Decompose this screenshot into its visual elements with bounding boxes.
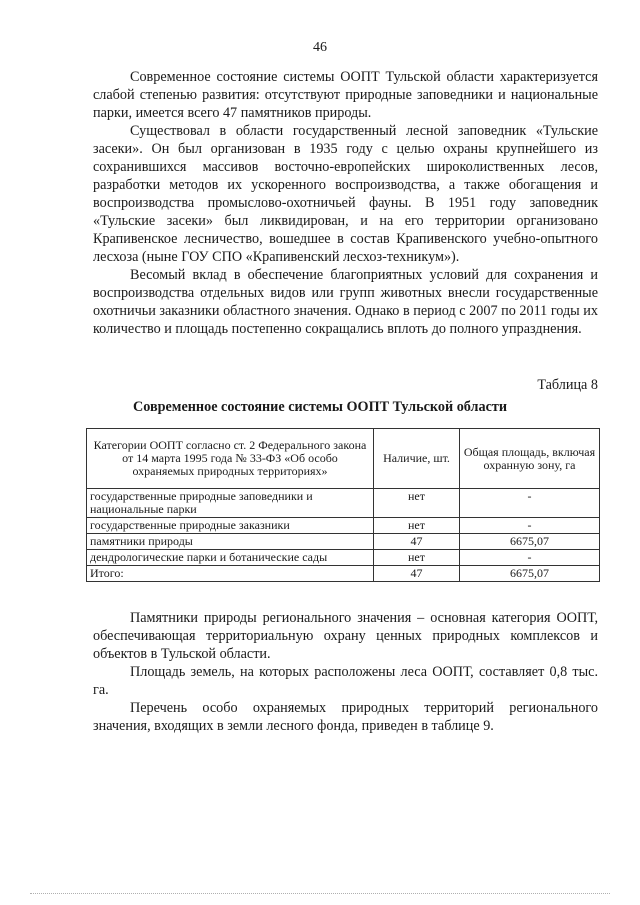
cell-count: 47 (374, 566, 460, 582)
paragraph: Весомый вклад в обеспечение благоприятных условий для сохранения и воспроизводства отдельных видов или групп животных внесли государственные охотничьи заказники областного значения. Однако в период с 2007 по 2011 годы их количество и площадь постепенно сокращались вплоть до полного упразднения. (93, 267, 598, 337)
cell-count: нет (374, 489, 460, 518)
cell-area: - (460, 518, 600, 534)
cell-area: 6675,07 (460, 566, 600, 582)
header-count: Наличие, шт. (374, 429, 460, 489)
table-row (87, 518, 600, 534)
cell-area: - (460, 550, 600, 566)
table-total-row (87, 566, 600, 582)
table-row (87, 534, 600, 550)
paragraph: Современное состояние системы ООПТ Тульской области характеризуется слабой степенью развития: отсутствуют природные заповедники и национальные парки, имеется всего 47 памятников природы. (93, 69, 598, 121)
text-block-bottom (93, 609, 598, 735)
page-number: 46 (313, 40, 327, 55)
cell-area: 6675,07 (460, 534, 600, 550)
cell-count: нет (374, 518, 460, 534)
cell-area: - (460, 489, 600, 518)
table-row (87, 489, 600, 518)
paragraph: Памятники природы регионального значения – основная категория ООПТ, обеспечивающая территориальную охрану ценных природных комплексов и объектов в Тульской области. (93, 610, 598, 662)
cell-category: государственные природные заповедники и национальные парки (87, 489, 374, 518)
header-area: Общая площадь, включая охранную зону, га (460, 429, 600, 489)
paragraph: Перечень особо охраняемых природных территорий регионального значения, входящих в земли лесного фонда, приведен в таблице 9. (93, 700, 598, 734)
cell-category: Итого: (87, 566, 374, 582)
table-title: Современное состояние системы ООПТ Тульской области (132, 399, 508, 415)
header-category: Категории ООПТ согласно ст. 2 Федерального закона от 14 марта 1995 года № 33-ФЗ «Об особо охраняемых природных территориях» (87, 429, 374, 489)
cell-count: нет (374, 550, 460, 566)
paragraph: Площадь земель, на которых расположены леса ООПТ, составляет 0,8 тыс. га. (93, 664, 598, 698)
text-block-top (93, 68, 598, 338)
cell-category: памятники природы (87, 534, 374, 550)
paragraph: Существовал в области государственный лесной заповедник «Тульские засеки». Он был организован в 1935 году с целью охраны крупнейшего из сохранившихся массивов восточно-европейских широколиственных лесов, разработки методов их ускоренного воспроизводства, а также обогащения и воспроизводства промыслово-охотничьей фауны. В 1951 году заповедник «Тульские засеки» был ликвидирован, и на его территории организовано Крапивенское лесничество, вошедшее в состав Крапивенского учебно-опытного лесхоза (ныне ГОУ СПО «Крапивенский лесхоз-техникум»). (93, 123, 598, 265)
table-row (87, 550, 600, 566)
footer-divider (30, 893, 610, 894)
ootp-table (86, 428, 600, 582)
cell-category: дендрологические парки и ботанические сады (87, 550, 374, 566)
table-header-row (87, 429, 600, 489)
cell-count: 47 (374, 534, 460, 550)
table-caption: Таблица 8 (537, 377, 598, 393)
cell-category: государственные природные заказники (87, 518, 374, 534)
